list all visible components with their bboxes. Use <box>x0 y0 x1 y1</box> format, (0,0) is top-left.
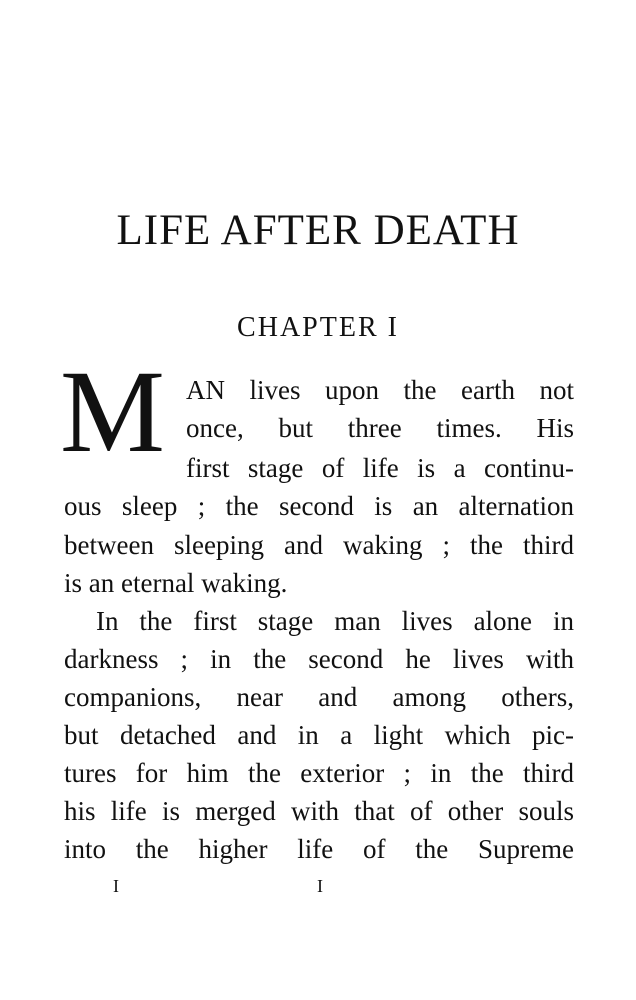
page-number: I <box>317 876 323 896</box>
text-line: his life is merged with that of other souls <box>64 796 574 826</box>
text-line: AN lives upon the earth not <box>186 375 574 405</box>
drop-cap: M <box>60 346 165 477</box>
text-line: but detached and in a light which pic- <box>64 720 574 750</box>
book-title: LIFE AFTER DEATH <box>116 207 520 254</box>
text-line: is an eternal waking. <box>64 568 288 598</box>
signature-mark: I <box>113 876 119 896</box>
chapter-heading: CHAPTER I <box>237 312 399 343</box>
text-line: first stage of life is a continu- <box>186 453 574 483</box>
text-line: tures for him the exterior ; in the third <box>64 758 574 788</box>
text-line: once, but three times. His <box>186 413 574 443</box>
text-line: into the higher life of the Supreme <box>64 834 574 864</box>
text-line: between sleeping and waking ; the third <box>64 530 574 560</box>
text-line: ous sleep ; the second is an alternation <box>64 491 574 521</box>
text-line: darkness ; in the second he lives with <box>64 644 574 674</box>
text-line: companions, near and among others, <box>64 682 574 712</box>
text-line: In the first stage man lives alone in <box>96 606 574 636</box>
